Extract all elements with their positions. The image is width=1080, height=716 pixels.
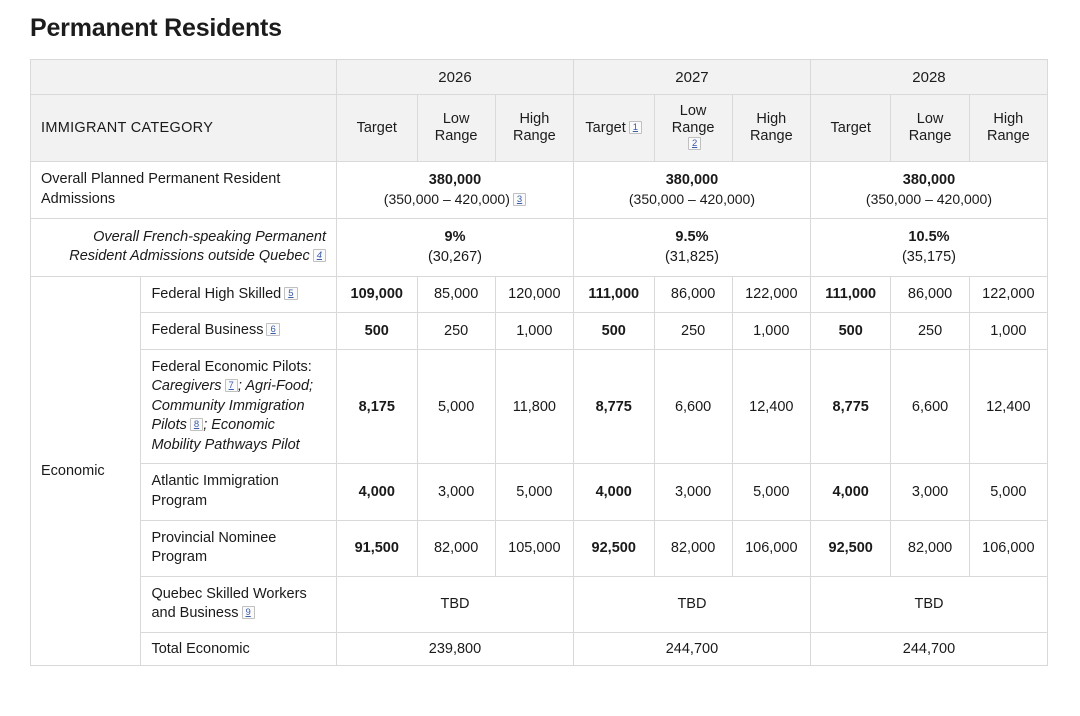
header-low-range-2027 bbox=[654, 95, 732, 162]
aip-target-2027: 4,000 bbox=[573, 464, 654, 520]
table-row bbox=[31, 576, 1048, 632]
category-economic: Economic bbox=[31, 276, 141, 665]
pilots-caregivers-label: Caregivers bbox=[151, 378, 222, 395]
french-count-2028: (35,175) bbox=[901, 249, 956, 266]
total-economic-2026: 239,800 bbox=[337, 632, 574, 665]
footnote-marker-9[interactable]: 9 bbox=[242, 606, 255, 619]
fep-high-2027: 12,400 bbox=[732, 349, 810, 464]
pnp-high-2028: 106,000 bbox=[969, 520, 1047, 576]
quebec-tbd-2028: TBD bbox=[810, 576, 1047, 632]
footnote-marker-5[interactable]: 5 bbox=[284, 287, 297, 300]
fhs-low-2027: 86,000 bbox=[654, 276, 732, 313]
table-row bbox=[31, 276, 1048, 313]
header-high-range-2028: High Range bbox=[969, 95, 1047, 162]
permanent-residents-table bbox=[30, 59, 1048, 666]
overall-range-2028: (350,000 – 420,000) bbox=[865, 191, 993, 208]
overall-admissions-2027 bbox=[573, 162, 810, 219]
french-speaking-2026 bbox=[337, 218, 574, 276]
footnote-marker-8[interactable]: 8 bbox=[190, 418, 203, 431]
fhs-target-2027: 111,000 bbox=[573, 276, 654, 313]
french-count-2027: (31,825) bbox=[664, 249, 719, 266]
fhs-low-2028: 86,000 bbox=[891, 276, 969, 313]
french-speaking-label-text: Overall French-speaking Permanent Resident Admissions outside Quebec bbox=[69, 228, 326, 265]
pilots-agrifood-label: ; Agri-Food; Community Immigration Pilots bbox=[151, 378, 314, 434]
overall-range-2026 bbox=[347, 190, 563, 210]
overall-admissions-label: Overall Planned Permanent Resident Admissions bbox=[31, 162, 337, 219]
fb-target-2026: 500 bbox=[337, 313, 418, 350]
fb-low-2028: 250 bbox=[891, 313, 969, 350]
french-count-2026: (30,267) bbox=[427, 249, 482, 266]
header-target-2027 bbox=[573, 95, 654, 162]
header-year-2028: 2028 bbox=[810, 60, 1047, 95]
fep-low-2026: 5,000 bbox=[417, 349, 495, 464]
fb-target-2028: 500 bbox=[810, 313, 891, 350]
footnote-marker-4[interactable]: 4 bbox=[313, 249, 326, 262]
table-row bbox=[31, 520, 1048, 576]
fb-low-2027: 250 bbox=[654, 313, 732, 350]
fhs-target-2028: 111,000 bbox=[810, 276, 891, 313]
french-pct-2027: 9.5% bbox=[675, 228, 709, 245]
aip-low-2028: 3,000 bbox=[891, 464, 969, 520]
fhs-high-2028: 122,000 bbox=[969, 276, 1047, 313]
footnote-marker-2[interactable]: 2 bbox=[688, 137, 701, 150]
pnp-target-2028: 92,500 bbox=[810, 520, 891, 576]
aip-target-2028: 4,000 bbox=[810, 464, 891, 520]
footnote-marker-7[interactable]: 7 bbox=[225, 379, 238, 392]
footnote-marker-3[interactable]: 3 bbox=[513, 193, 526, 206]
fhs-high-2026: 120,000 bbox=[495, 276, 573, 313]
fb-low-2026: 250 bbox=[417, 313, 495, 350]
fhs-high-2027: 122,000 bbox=[732, 276, 810, 313]
fb-high-2026: 1,000 bbox=[495, 313, 573, 350]
subcategory-federal-business-label: Federal Business bbox=[151, 322, 264, 339]
pnp-low-2026: 82,000 bbox=[417, 520, 495, 576]
subcategory-federal-high-skilled-label: Federal High Skilled bbox=[151, 285, 282, 302]
fep-target-2028: 8,775 bbox=[810, 349, 891, 464]
pnp-target-2027: 92,500 bbox=[573, 520, 654, 576]
overall-range-2026-text: (350,000 – 420,000) bbox=[383, 191, 510, 208]
table-header-years bbox=[31, 60, 1048, 95]
total-economic-2028: 244,700 bbox=[810, 632, 1047, 665]
subcategory-federal-business bbox=[141, 313, 337, 350]
aip-target-2026: 4,000 bbox=[337, 464, 418, 520]
subcategory-atlantic-immigration-program: Atlantic Immigration Program bbox=[141, 464, 337, 520]
footnote-marker-1[interactable]: 1 bbox=[629, 121, 642, 134]
header-low-range-2028: Low Range bbox=[891, 95, 969, 162]
page-title: Permanent Residents bbox=[30, 14, 282, 42]
row-total-economic bbox=[31, 632, 1048, 665]
pnp-low-2027: 82,000 bbox=[654, 520, 732, 576]
aip-high-2026: 5,000 bbox=[495, 464, 573, 520]
table-row bbox=[31, 464, 1048, 520]
overall-target-2027: 380,000 bbox=[665, 172, 719, 189]
aip-high-2028: 5,000 bbox=[969, 464, 1047, 520]
fep-low-2028: 6,600 bbox=[891, 349, 969, 464]
pnp-low-2028: 82,000 bbox=[891, 520, 969, 576]
french-speaking-2027 bbox=[573, 218, 810, 276]
header-immigrant-category: IMMIGRANT CATEGORY bbox=[31, 95, 337, 162]
overall-admissions-2028 bbox=[810, 162, 1047, 219]
fb-high-2027: 1,000 bbox=[732, 313, 810, 350]
total-economic-2027: 244,700 bbox=[573, 632, 810, 665]
header-target-2027-label: Target bbox=[585, 119, 626, 136]
header-high-range-2027: High Range bbox=[732, 95, 810, 162]
overall-target-2028: 380,000 bbox=[902, 172, 956, 189]
header-target-2028: Target bbox=[810, 95, 891, 162]
fep-target-2027: 8,775 bbox=[573, 349, 654, 464]
quebec-tbd-2027: TBD bbox=[573, 576, 810, 632]
pnp-high-2027: 106,000 bbox=[732, 520, 810, 576]
header-high-range-2026: High Range bbox=[495, 95, 573, 162]
aip-low-2027: 3,000 bbox=[654, 464, 732, 520]
header-year-2026: 2026 bbox=[337, 60, 574, 95]
fhs-target-2026: 109,000 bbox=[337, 276, 418, 313]
fhs-low-2026: 85,000 bbox=[417, 276, 495, 313]
table-row bbox=[31, 349, 1048, 464]
quebec-tbd-2026: TBD bbox=[337, 576, 574, 632]
subcategory-federal-high-skilled bbox=[141, 276, 337, 313]
overall-range-2027: (350,000 – 420,000) bbox=[628, 191, 755, 208]
pnp-high-2026: 105,000 bbox=[495, 520, 573, 576]
row-overall-admissions bbox=[31, 162, 1048, 219]
total-economic-label: Total Economic bbox=[141, 632, 337, 665]
aip-low-2026: 3,000 bbox=[417, 464, 495, 520]
pilots-emp-label: ; Economic Mobility Pathways Pilot bbox=[151, 417, 300, 453]
subcategory-quebec-skilled-workers-label: Quebec Skilled Workers and Business bbox=[151, 585, 307, 622]
subcategory-federal-economic-pilots bbox=[141, 349, 337, 464]
footnote-marker-6[interactable]: 6 bbox=[266, 323, 279, 336]
subcategory-federal-economic-pilots-label: Federal Economic Pilots: bbox=[151, 358, 312, 375]
fep-low-2027: 6,600 bbox=[654, 349, 732, 464]
table-row bbox=[31, 313, 1048, 350]
overall-target-2026: 380,000 bbox=[428, 172, 482, 189]
subcategory-provincial-nominee-program: Provincial Nominee Program bbox=[141, 520, 337, 576]
header-year-2027: 2027 bbox=[573, 60, 810, 95]
french-speaking-label bbox=[31, 218, 337, 276]
overall-admissions-2026 bbox=[337, 162, 574, 219]
header-corner-blank bbox=[31, 60, 337, 95]
fep-high-2026: 11,800 bbox=[495, 349, 573, 464]
row-french-speaking bbox=[31, 218, 1048, 276]
fb-high-2028: 1,000 bbox=[969, 313, 1047, 350]
header-low-range-2026: Low Range bbox=[417, 95, 495, 162]
header-target-2026: Target bbox=[337, 95, 418, 162]
header-low-range-2027-label: Low Range bbox=[671, 103, 715, 136]
french-pct-2028: 10.5% bbox=[908, 228, 950, 245]
subcategory-quebec-skilled-workers bbox=[141, 576, 337, 632]
fb-target-2027: 500 bbox=[573, 313, 654, 350]
pnp-target-2026: 91,500 bbox=[337, 520, 418, 576]
fep-high-2028: 12,400 bbox=[969, 349, 1047, 464]
table-header-columns bbox=[31, 95, 1048, 162]
aip-high-2027: 5,000 bbox=[732, 464, 810, 520]
french-speaking-2028 bbox=[810, 218, 1047, 276]
french-pct-2026: 9% bbox=[444, 228, 466, 245]
fep-target-2026: 8,175 bbox=[337, 349, 418, 464]
